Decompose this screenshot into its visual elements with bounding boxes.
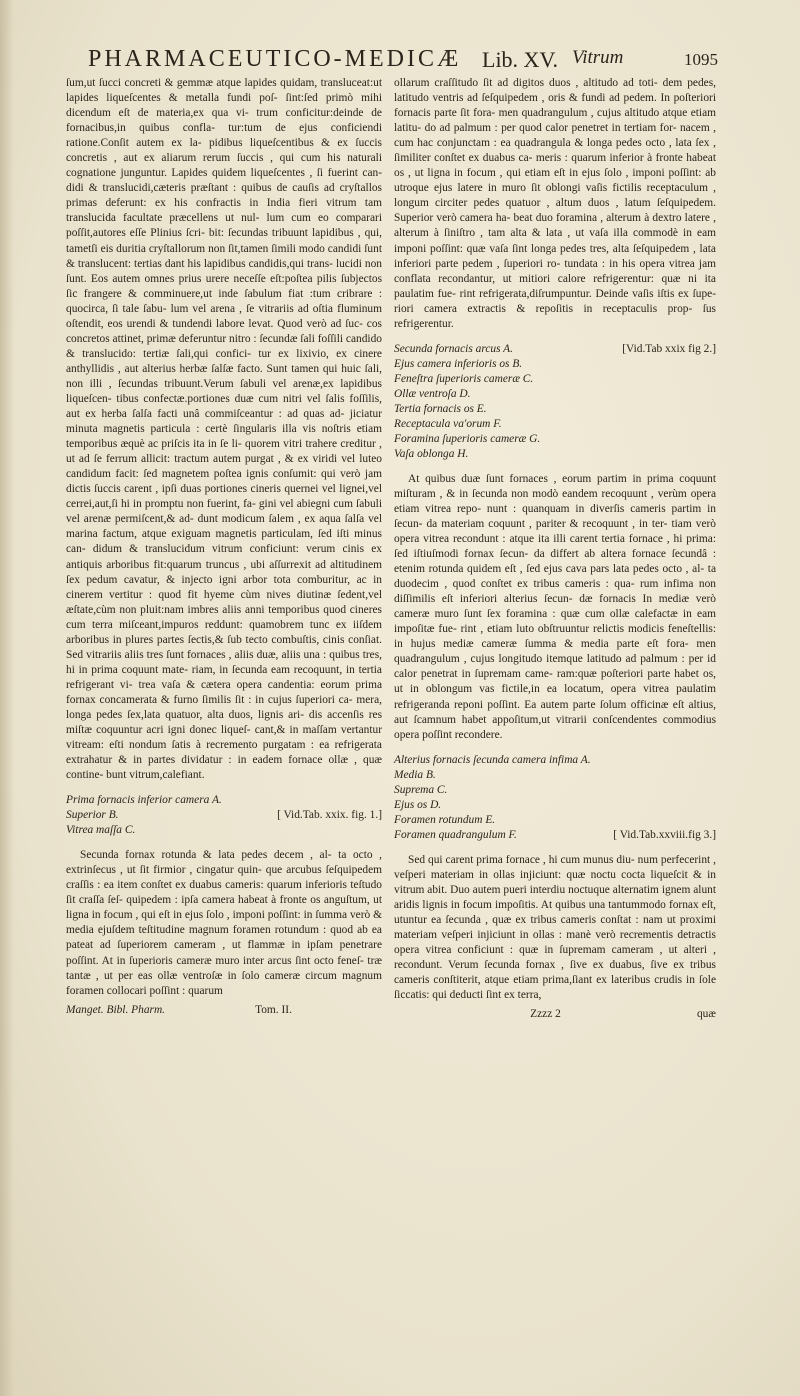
header-book: Lib. XV. [482,47,558,72]
legend-label: Foramina ſuperioris cameræ G. [394,432,541,445]
legend-label: Suprema C. [394,783,448,796]
signature-mark: Zzzz 2 [530,1008,561,1021]
legend-item [394,753,716,768]
legend-label: Vitrea maſſa C. [66,824,136,837]
legend-label: Ejus camera inferioris os B. [394,357,523,370]
legend-label: Tertia fornacis os E. [394,402,487,415]
legend-label: Ejus os D. [394,798,442,811]
page-gutter-shadow [0,0,14,1396]
legend-item [394,798,716,813]
body-paragraph: At quibus duæ ſunt fornaces , eorum partim in prima coquunt miſturam , & in ſecunda non modò eandem recoquunt , verùm opera etiam vitrea repo- nunt : quanquam in diverſis cameris partim in ſecun- da materiam coquunt , pariter & recoquunt , in ter- tiam verò opera vitrea recondunt : atque ita illi carent tertia fornace , hi prima: ſed iſtiuſmodi fornax ſecun- da differt ab altera fornace ſecundâ : etenim rotunda quidem eſt , ſed ejus cava pars lata pedes octo , al- ta duodecim , quod conſtet ex tribus cameris : qua- rum infima non diſſimilis eſt inferiori alterius ſecun- dæ fornacis In mediæ verò cameræ muro ſunt ſex foramina : quæ cum ollæ calefactæ in eam impoſitæ fue- rint , etiam luto obſtruuntur relictis modicis feneſtellis: in hujus mediæ cameræ ſumma & media parte eſt fora- men quadrangulum , cujus longitudo itemque latitudo ad palmum : per id calor penetrat in ſupremam came- ram:quæ poſteriori parte habet os, ut in oblongum vas fictile,in ea locatum, opera vitrea paulatim refrigeranda reponi poſſint. Ea autem parte ſolum officinæ eſt altius, aut ſcamnum habet appoſitum,ut vitrarii conſcendentes commodius opera poſſint recondere. [394,472,716,741]
legend-label: Media B. [394,768,436,781]
legend-label: Ollæ ventroſa D. [394,387,471,400]
legend-item [394,783,716,798]
legend-label: Secunda fornacis arcus A. [394,342,513,355]
legend-item [394,813,716,828]
footer-source: Manget. Bibl. Pharm. [66,1003,166,1016]
legend-item [66,808,382,823]
legend-item [394,387,716,402]
header-subject: Vitrum [572,47,624,68]
legend-item [394,342,716,357]
legend-item [394,432,716,447]
footer-volume: Tom. II. [255,1003,292,1016]
legend-item [394,447,716,462]
figure-legend-1 [66,793,382,838]
running-header [60,44,770,74]
legend-ref: [Vid.Tab xxix fig 2.] [622,342,716,355]
right-column [394,76,716,1022]
legend-item [66,823,382,838]
legend-item [394,357,716,372]
legend-item [394,417,716,432]
legend-label: Receptacula va'orum F. [394,417,502,430]
legend-label: Alterius fornacis ſecunda camera infima A. [394,753,591,766]
left-column [66,76,382,1018]
page-footer-right [394,1007,716,1022]
catchword: quæ [696,1008,716,1021]
legend-item [394,402,716,417]
legend-ref: [ Vid.Tab.xxviii.fig 3.] [613,828,716,841]
legend-item [394,372,716,387]
legend-label: Foramen rotundum E. [394,813,496,826]
legend-item [66,793,382,808]
figure-legend-2 [394,342,716,462]
legend-label: Prima fornacis inferior camera A. [66,794,222,807]
page-footer-left [66,1003,382,1018]
legend-item [394,768,716,783]
body-paragraph: Sed qui carent prima fornace , hi cum munus diu- num perfecerint , veſperi materiam in ollas injiciunt: quæ noctu cocta liqueſcit & in vitrum abit. Duo autem pueri interdiu noctuque alternatim ignem alunt aridis lignis in focum impoſitis. At quibus una tantummodo fornax eſt, utuntur ea ſecunda , quæ ex tribus cameris conſtat : nam ut proximi materiam veſperi injiciunt in ollas : manè verò recrementis detractis opera vitrea conficiunt : quæ in ſupremam cameram , ut alteri , recondunt. Verum ſecunda fornax , ſive ex duabus, ſive ex tribus cameris conſtiterit, atque etiam prima,ſiant ex lateribus crudis in ſole ſiccatis: qui deducti ſint ex terra, [394,853,716,1002]
legend-label: Superior B. [66,809,119,822]
body-paragraph: ollarum craſſitudo ſit ad digitos duos , altitudo ad toti- dem pedes, latitudo ventris ad ſeſquipedem , oris & fundi ad pedem. In poſteriori fornacis parte ſit fora- men quadrangulum , cujus altitudo atque etiam latitu- do ad palmum : per quod calor penetret in tertiam for- nacem , cum hac conjunctam : ea quadrangula & longa pedes octo , lata ſex , ſimiliter conſtet ex duabus ca- meris : quarum inferior à fronte habeat os , ut ligna in focum , qui etiam eſt in ejus ſolo , imponi poſſint: ab utroque ejus latere in muro ſit oblongi vaſis fictilis receptaculum , longum circiter pedes quatuor , altum duos , latum ſeſquipedem. Superior verò camera ha- beat duo foramina , alterum à dextro latere , alterum à ſiniſtro , tam alta & lata , ut vaſa illa commodè in eam imponi poſſint: quæ vaſa ſint longa pedes tres, alta ſeſquipedem , lata inferiori parte pedem , ſuperiori ro- tundata : in his opera vitrea jam conflata recondantur, ut mitiori calore refrigerentur: quæ ni ita paulatim fue- rint refrigerata,diſrumpuntur. Deinde vaſis iſtis ex ſupe- riori camera extractis & repoſitis in receptaculis prop- ſus refrigerentur. [394,77,716,330]
page-number: 1095 [684,50,718,69]
legend-label: Vaſa oblonga H. [394,447,469,460]
legend-label: Foramen quadrangulum F. [394,828,517,841]
header-title: PHARMACEUTICO-MEDICÆ [88,46,462,72]
legend-label: Feneſtra ſuperioris cameræ C. [394,372,534,385]
body-paragraph: ſum,ut ſucci concreti & gemmæ atque lapides quidam, transluceat:ut lapides liqueſcentes & metalla fundi poſ- ſint:ſed primò mihi dicendum eſt de materia,ex qua vi- trum conficitur:deinde de fornacibus,in quibus confla- tur:tum de ejus conficiendi ratione.Conſit autem ex la- pidibus liqueſcentibus & ex ſuccis concretis , aut ex aliarum rerum ſuccis , qui cum his naturali cognatione junguntur. Lapides quidem liqueſcentes , ſi fuerint can- didi & translucidi,cæteris præſtant : quibus de cauſis ad cryſtallos primas deferunt: ex his confractis in India fieri vitrum tam translucida facultate præcellens ut nul- lum cum eo comparari poſſit,autores eſſe Plinius ſcri- bit: ſecundas tribuunt lapidibus , qui, tametſi eis duritia cryſtallorum non ſit,tamen ſimili modo candidi ſunt & translucent: tertias dant his lapidibus candidis,qui trans- lucidi non ſunt. Eos autem omnes prius urere neceſſe eſt:poſtea pilis ſubjectos ſic frangere & comminuere,ut inde ſabulum fiat :tum cribrare : quocirca, ſi tale ſabu- lum vel arena , ſe vitrariis ad oſtia fluminum oſtendit, eos urendi & tundendi labore levat. Quod verò ad ſuc- cos concretos attinet, primæ deferuntur nitro : ſecundæ ſali foſſili candido & translucido: tertiæ ſali,qui confici- tur ex lixivio, ex cinere anthyllidis , aut alterius herbæ ſalſæ facto. Sunt tamen qui huic ſali, non illi , ſecundas tribuunt.Verum ſabuli vel arenæ,ex lapidibus liqueſcen- tibus confectæ.portiones duæ cum nitri vel ſalis foſſilis, aut ex herba ſalſa facti unâ commiſceantur : ad quas ad- jiciatur minuta magnetis particula : certè ſingularis illa vis noſtris etiam temporibus æquè ac priſcis ita in ſe li- quorem vitri trahere creditur , ut ad ſe ferrum allicit: tractum autem purgat , & ex viridi vel luteo candidum facit: ſed magnetem poſtea ignis conſumit: qui verò jam dictis ſuccis carent , ipſi duas portiones cineris quernei vel lignei,vel cerrei,aut,ſi hi in promptu non fuerint, fa- gini vel abiegni cum ſabuli vel arenæ permiſcent,& ad- dunt modicum ſalem , ex aqua ſalſa vel marina factum, atque exiguam magnetis particulam, ſed iſti minus can- didum & translucidum vitrum conficiunt: verum cinis ex antiquis arboribus fit:quarum truncus , ubi aſſurrexit ad altitudinem ſex pedum cavatur, & injecto igni arbor tota comburitur, ac in cinerem vertitur : quod fit hyeme cùm nives diutinæ ſedent,vel æſtate,cùm non pluit:nam imbres aliis anni temporibus quod cineres cum terra miſceant,impuros reddunt: quamobrem tunc ex iiſdem arboribus in plures partes ſectis,& ſub tecto combuſtis, cinis conſiat. Sed vitrariis aliis tres ſunt fornaces , aliis duæ, aliis una : quibus tres, hi in prima coquunt mate- riam, in ſecunda eam recoquunt, in tertia refrigerant vi- trea vaſa & cætera opera candentia: eorum prima fornax concamerata & furno ſimilis ſit : in cujus ſuperiori ca- mera, longa pedes ſex,lata quatuor, alta duos, lignis ari- dis accenſis res miſtæ coquuntur acri igni donec liqueſ- cant,& in maſſam vertantur vitream: eſti nondum ſatis à recremento purgatam : ea refrigerata extrahatur & in partes dividatur : in eadem fornace ollæ , quæ contine- bunt vitrum,calefiant. [66,77,382,782]
body-paragraph: Secunda fornax rotunda & lata pedes decem , al- ta octo , extrinſecus , ut ſit firmior , cingatur quin- que arcubus ſeſquipedem craſſis : ea item conſtet ex duabus cameris: quarum inferioris teſtudo ſit craſſa ſeſ- quipedem : ipſa camera habeat à fronte os anguſtum, ut ligna in focum , qui eſt in ejus ſolo , imponi poſſint: in ſumma verò & media ejuſdem teſtitudine magnum foramen rotundum : quod ab ea pateat ad ſuperiorem cameram , ut flammæ in ipſam penetrare poſſint. At in ſuperioris cameræ muro inter arcus ſint octo feneſ- træ tantæ , ut per eas ollæ ventroſæ in ſolo cameræ circum magnum foramen collocari poſſint : quarum [66,849,382,997]
legend-ref: [ Vid.Tab. xxix. fig. 1.] [277,809,382,822]
figure-legend-3 [394,753,716,843]
legend-item [394,828,716,843]
